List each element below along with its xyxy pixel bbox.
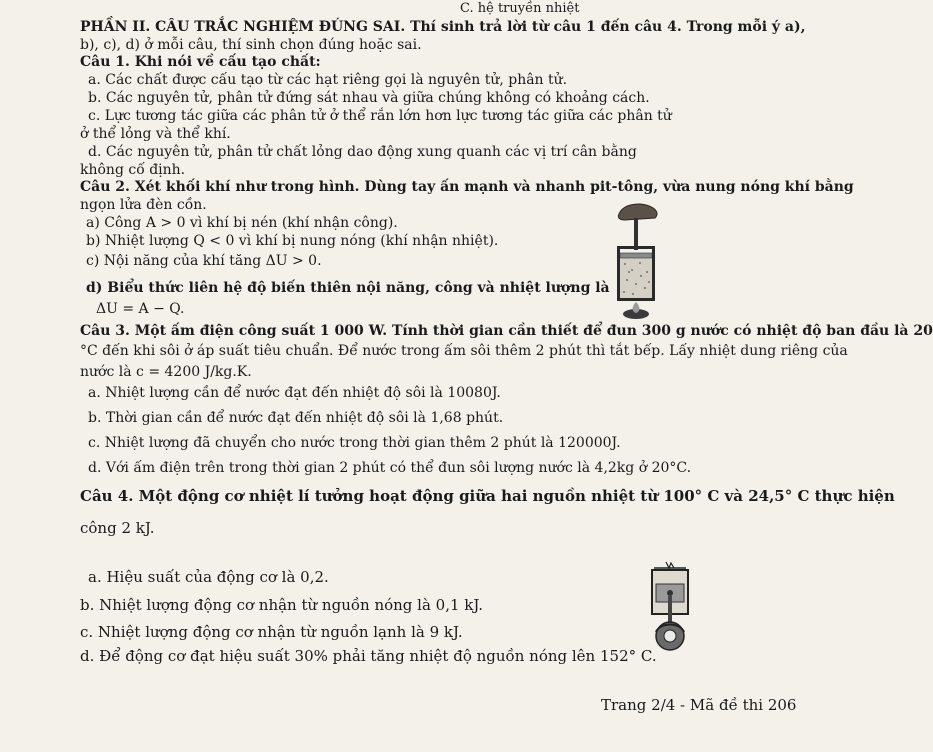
q2-option-d-formula: ΔU = A − Q.: [96, 301, 185, 317]
q3-option-a: a. Nhiệt lượng cần để nước đạt đến nhiệt độ sôi là 10080J.: [88, 385, 501, 401]
q3-line-3: nước là c = 4200 J/kg.K.: [80, 364, 252, 380]
q3-option-c: c. Nhiệt lượng đã chuyển cho nước trong thời gian thêm 2 phút là 120000J.: [88, 435, 621, 451]
page-footer: Trang 2/4 - Mã đề thi 206: [601, 696, 797, 714]
q1-option-c-cont: ở thể lỏng và thể khí.: [80, 126, 231, 142]
q2-title: Câu 2. Xét khối khí như trong hình. Dùng tay ấn mạnh và nhanh pit-tông, vừa nung nóng khí bằng: [80, 179, 854, 195]
q3-option-d: d. Với ấm điện trên trong thời gian 2 phút có thể đun sôi lượng nước là 4,2kg ở 20°C.: [88, 460, 692, 476]
q1-title: Câu 1. Khi nói về cấu tạo chất:: [80, 54, 321, 70]
q4-line-2: công 2 kJ.: [80, 519, 155, 537]
q4-option-a: a. Hiệu suất của động cơ là 0,2.: [88, 568, 329, 586]
q2-option-b: b) Nhiệt lượng Q < 0 vì khí bị nung nóng (khí nhận nhiệt).: [86, 233, 499, 249]
q1-option-c: c. Lực tương tác giữa các phân tử ở thể rắn lớn hơn lực tương tác giữa các phân tử: [88, 108, 672, 124]
q4-line-1: Câu 4. Một động cơ nhiệt lí tưởng hoạt động giữa hai nguồn nhiệt từ 100° C và 24,5° C thực hiện: [80, 487, 895, 505]
top-fragment: C. hệ truyền nhiệt: [460, 1, 580, 16]
q2-option-c: c) Nội năng của khí tăng ΔU > 0.: [86, 253, 322, 269]
q1-option-a: a. Các chất được cấu tạo từ các hạt riêng gọi là nguyên tử, phân tử.: [88, 72, 568, 88]
q4-option-b: b. Nhiệt lượng động cơ nhận từ nguồn nóng là 0,1 kJ.: [80, 596, 484, 614]
q1-option-b: b. Các nguyên tử, phân tử đứng sát nhau và giữa chúng không có khoảng cách.: [88, 90, 650, 106]
q1-option-d-cont: không cố định.: [80, 162, 186, 178]
q3-line-2: °C đến khi sôi ở áp suất tiêu chuẩn. Để nước trong ấm sôi thêm 2 phút thì tắt bếp. Lấy nhiệt dung riêng của: [80, 343, 848, 359]
q2-title-cont: ngọn lửa đèn cồn.: [80, 197, 207, 213]
q3-option-b: b. Thời gian cần để nước đạt đến nhiệt độ sôi là 1,68 phút.: [88, 410, 504, 426]
q2-option-a: a) Công A > 0 vì khí bị nén (khí nhận công).: [86, 215, 398, 231]
q2-option-d: d) Biểu thức liên hệ độ biến thiên nội năng, công và nhiệt lượng là: [86, 280, 610, 296]
piston-cylinder-figure: [605, 200, 667, 330]
q3-line-1: Câu 3. Một ấm điện công suất 1 000 W. Tính thời gian cần thiết để đun 300 g nước có nhiệt độ ban đầu là 20: [80, 323, 933, 339]
section-heading-cont: b), c), d) ở mỗi câu, thí sinh chọn đúng hoặc sai.: [80, 37, 422, 53]
q1-option-d: d. Các nguyên tử, phân tử chất lỏng dao động xung quanh các vị trí cân bằng: [88, 144, 637, 160]
section-heading: PHẦN II. CÂU TRẮC NGHIỆM ĐÚNG SAI. Thí sinh trả lời từ câu 1 đến câu 4. Trong mỗi ý a),: [80, 19, 806, 35]
q4-option-c: c. Nhiệt lượng động cơ nhận từ nguồn lạnh là 9 kJ.: [80, 623, 463, 641]
engine-piston-figure: [640, 560, 700, 655]
q4-option-d: d. Để động cơ đạt hiệu suất 30% phải tăng nhiệt độ nguồn nóng lên 152° C.: [80, 647, 657, 665]
